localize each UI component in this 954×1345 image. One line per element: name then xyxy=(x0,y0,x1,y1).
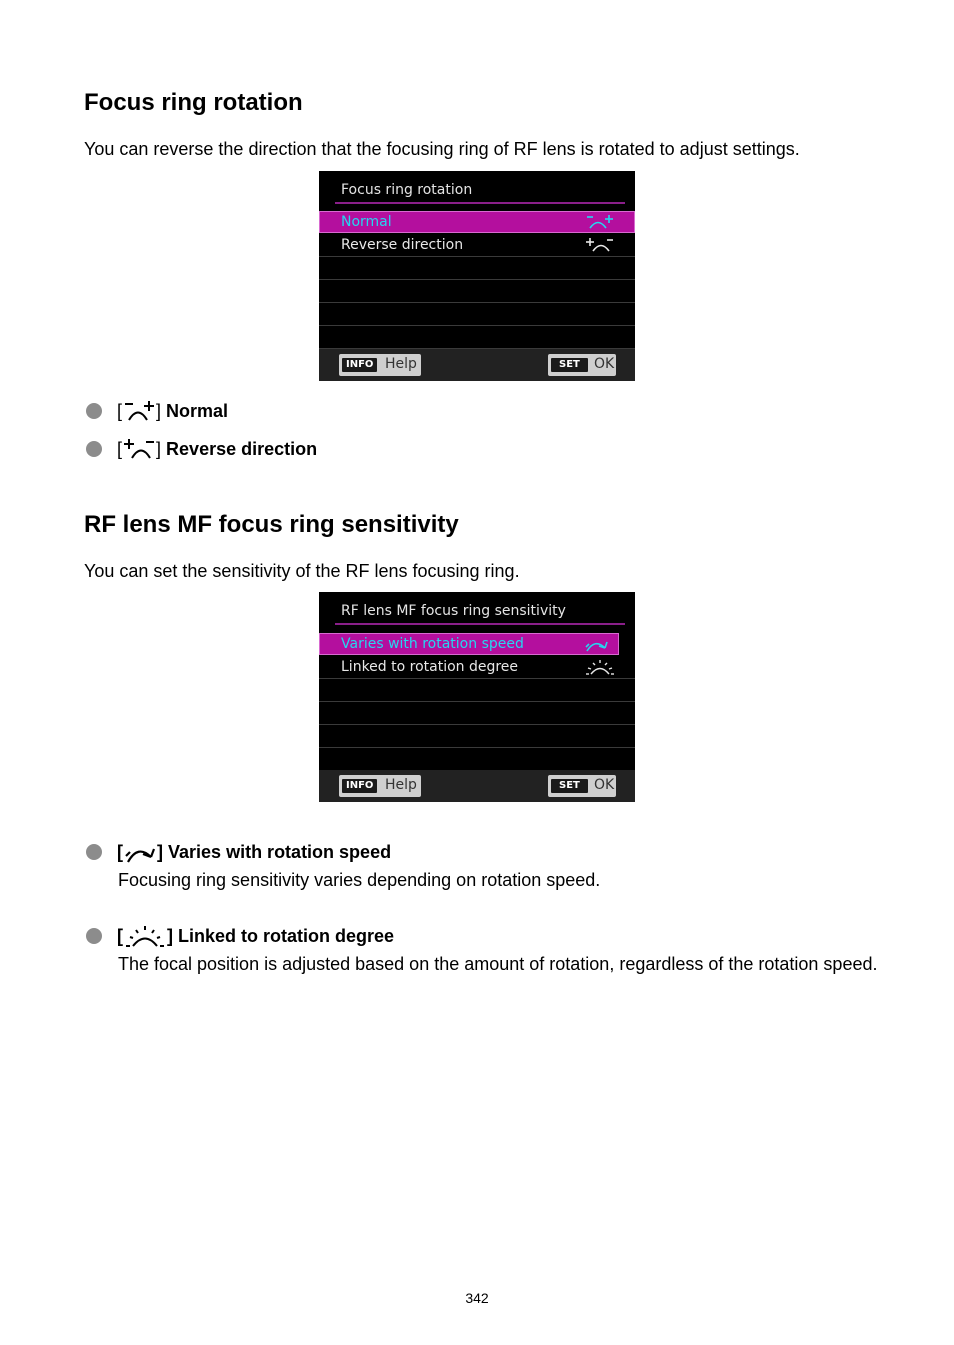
bullet-label: Linked to rotation degree xyxy=(178,926,395,946)
bullet-icon xyxy=(86,928,102,944)
menu-bottom-bar xyxy=(319,349,635,381)
menu-empty-row xyxy=(319,679,635,702)
bullet-label: Normal xyxy=(166,401,229,421)
set-ok-button[interactable]: SET OK xyxy=(548,775,616,797)
menu-option-varies-speed[interactable] xyxy=(319,633,635,655)
camera-menu-screen-mf-sensitivity xyxy=(319,592,635,802)
speed-sensitivity-icon xyxy=(583,636,613,652)
menu-option-label: Varies with rotation speed xyxy=(341,636,524,652)
info-help-button[interactable]: INFO Help xyxy=(339,775,421,797)
bullet-label: Varies with rotation speed xyxy=(168,842,392,862)
menu-title: Focus ring rotation xyxy=(341,182,473,198)
degree-linked-icon xyxy=(585,659,615,675)
info-key-icon: INFO xyxy=(342,779,377,793)
section-intro: You can set the sensitivity of the RF lens focusing ring. xyxy=(84,561,520,581)
bullet-item-normal: [ ] Normal xyxy=(117,401,229,421)
normal-rotation-icon xyxy=(122,400,156,422)
set-key-icon: SET xyxy=(551,779,588,793)
menu-empty-row xyxy=(319,702,635,725)
menu-option-label: Reverse direction xyxy=(341,237,464,253)
camera-menu-screen-focus-ring xyxy=(319,171,635,381)
speed-sensitivity-icon xyxy=(123,841,157,863)
info-help-button[interactable]: INFO Help xyxy=(339,354,421,376)
title-divider xyxy=(335,202,625,204)
bullet-description: Focusing ring sensitivity varies depending on rotation speed. xyxy=(118,870,601,890)
menu-empty-row xyxy=(319,280,635,303)
menu-empty-row xyxy=(319,725,635,748)
normal-rotation-icon xyxy=(585,214,615,230)
bullet-icon xyxy=(86,441,102,457)
menu-empty-row xyxy=(319,257,635,280)
menu-option-linked-degree[interactable] xyxy=(319,656,635,679)
section-heading-mf-sensitivity: RF lens MF focus ring sensitivity xyxy=(84,511,459,538)
bullet-item-linked-degree: [ ] Linked to rotation degree xyxy=(117,926,395,946)
menu-empty-row xyxy=(319,326,635,349)
menu-option-reverse[interactable] xyxy=(319,234,635,257)
info-key-icon: INFO xyxy=(342,358,377,372)
reverse-rotation-icon xyxy=(585,237,615,253)
menu-bottom-bar xyxy=(319,770,635,802)
bullet-item-varies-speed: [ ] Varies with rotation speed xyxy=(117,842,392,862)
bullet-description: The focal position is adjusted based on the amount of rotation, regardless of the rotation speed. xyxy=(118,954,878,974)
bullet-icon xyxy=(86,844,102,860)
bullet-item-reverse: [ ] Reverse direction xyxy=(117,439,318,459)
reverse-rotation-icon xyxy=(122,438,156,460)
menu-empty-row xyxy=(319,748,635,771)
set-ok-button[interactable]: SET OK xyxy=(548,354,616,376)
menu-option-label: Linked to rotation degree xyxy=(341,659,519,675)
bullet-label: Reverse direction xyxy=(166,439,318,459)
bullet-icon xyxy=(86,403,102,419)
set-key-icon: SET xyxy=(551,358,588,372)
menu-empty-row xyxy=(319,303,635,326)
section-intro: You can reverse the direction that the focusing ring of RF lens is rotated to adjust settings. xyxy=(84,139,800,159)
menu-title: RF lens MF focus ring sensitivity xyxy=(341,603,566,619)
degree-linked-icon xyxy=(123,925,167,947)
title-divider xyxy=(335,623,625,625)
section-heading-focus-ring-rotation: Focus ring rotation xyxy=(84,89,303,116)
menu-option-label: Normal xyxy=(341,214,392,230)
page-number: 342 xyxy=(465,1290,489,1306)
menu-option-normal[interactable] xyxy=(319,211,635,233)
